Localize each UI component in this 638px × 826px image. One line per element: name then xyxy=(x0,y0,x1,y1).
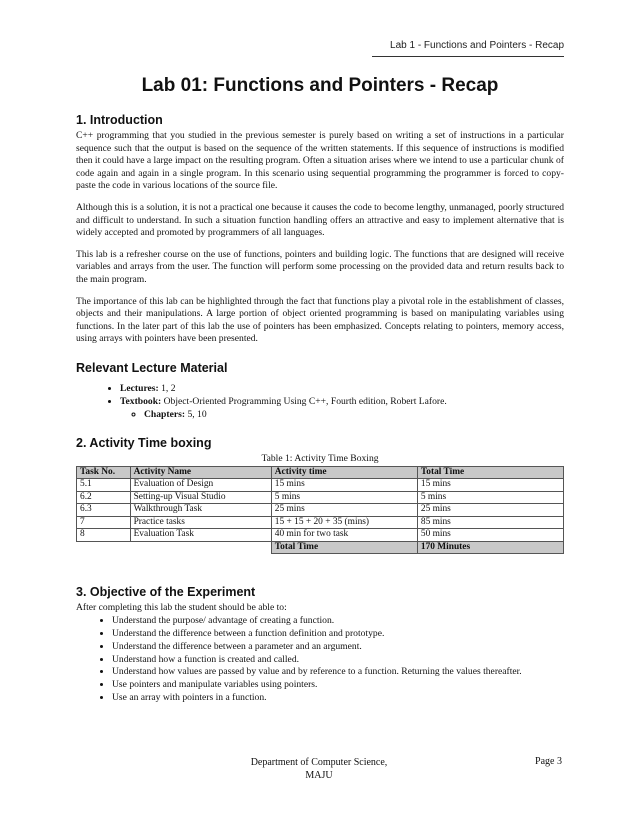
total-value-cell: 170 Minutes xyxy=(417,541,563,554)
table-cell: 5 mins xyxy=(417,491,563,504)
lectures-item xyxy=(120,382,564,395)
objective-list xyxy=(76,615,564,705)
table-row xyxy=(77,491,564,504)
objective-section xyxy=(76,584,564,704)
intro-paragraph-1: C++ programming that you studied in the previous semester is purely based on writing a set of instructions in a particular sequence such that the output is based on the sequence of the written statements. If this sequence of instructions is modified then it could have a large impact on the resulting program. Often a situation arises where we intend to use a particular chunk of code again and again in a single program. In this scenario using sequential programming the programmer is forced to copy-paste the code in various locations of the source file. xyxy=(76,130,564,192)
table-cell: 7 xyxy=(77,516,131,529)
list-item: • Use an array with pointers in a function. xyxy=(112,692,564,705)
column-header: Total Time xyxy=(417,466,563,479)
activity-heading: 2. Activity Time boxing xyxy=(76,435,212,450)
empty-cell xyxy=(77,541,131,554)
column-header: Activity time xyxy=(271,466,417,479)
activity-table xyxy=(76,466,564,555)
chapters-label: Chapters: xyxy=(144,408,186,420)
section-spacer xyxy=(76,554,564,584)
table-cell: 85 mins xyxy=(417,516,563,529)
table-row xyxy=(77,504,564,517)
textbook-value: Object-Oriented Programming Using C++, Fourth edition, Robert Lafore. xyxy=(161,395,447,407)
table-cell: 5.1 xyxy=(77,479,131,492)
table-caption: Table 1: Activity Time Boxing xyxy=(261,452,379,464)
list-item: • Understand the purpose/ advantage of creating a function. xyxy=(112,615,564,628)
table-cell: 40 min for two task xyxy=(271,529,417,542)
table-cell: 15 + 15 + 20 + 35 (mins) xyxy=(271,516,417,529)
table-cell: Setting-up Visual Studio xyxy=(130,491,271,504)
table-cell: 8 xyxy=(77,529,131,542)
list-item: • Understand how a function is created and called. xyxy=(112,654,564,667)
page-number: Page 3 xyxy=(535,756,562,767)
textbook-label: Textbook: xyxy=(120,395,162,407)
page-content xyxy=(76,66,564,705)
column-header: Task No. xyxy=(77,466,131,479)
table-cell: 25 mins xyxy=(417,504,563,517)
lectures-label: Lectures: xyxy=(120,382,159,394)
table-cell: 6.2 xyxy=(77,491,131,504)
list-item: • Understand the difference between a parameter and an argument. xyxy=(112,641,564,654)
footer-line-2: MAJU xyxy=(305,770,333,781)
textbook-item xyxy=(120,395,564,421)
list-item: • Use pointers and manipulate variables using pointers. xyxy=(112,679,564,692)
table-row xyxy=(77,516,564,529)
lecture-heading: Relevant Lecture Material xyxy=(76,360,228,375)
table-header-row xyxy=(77,466,564,479)
table-cell: 50 mins xyxy=(417,529,563,542)
table-cell: 25 mins xyxy=(271,504,417,517)
column-header: Activity Name xyxy=(130,466,271,479)
lecture-list xyxy=(76,382,564,421)
introduction-heading: 1. Introduction xyxy=(76,113,163,127)
chapters-list xyxy=(120,408,564,421)
table-cell: Evaluation Task xyxy=(130,529,271,542)
table-total-row xyxy=(77,541,564,554)
table-cell: Walkthrough Task xyxy=(130,504,271,517)
activity-section xyxy=(76,435,564,555)
footer-line-1: Department of Computer Science, xyxy=(250,757,388,768)
table-cell: Evaluation of Design xyxy=(130,479,271,492)
intro-paragraph-4: The importance of this lab can be highlighted through the fact that functions play a pivotal role in the establishment of classes, objects and their manipulations. A large portion of object oriented programming is based on manipulating variables using functions. In the later part of this lab the use of pointers has been emphasized. Concepts relating to pointers, memory access, using arrays with pointers have been presented. xyxy=(76,295,564,345)
list-item: • Understand the difference between a function definition and prototype. xyxy=(112,628,564,641)
table-cell: 6.3 xyxy=(77,504,131,517)
objective-intro: After completing this lab the student should be able to: xyxy=(76,602,287,614)
table-cell: Practice tasks xyxy=(130,516,271,529)
objective-heading: 3. Objective of the Experiment xyxy=(76,585,256,600)
table-row xyxy=(77,479,564,492)
lectures-value: 1, 2 xyxy=(158,382,176,394)
chapters-item xyxy=(144,408,564,421)
empty-cell xyxy=(130,541,271,554)
table-cell: 15 mins xyxy=(271,479,417,492)
table-cell: 5 mins xyxy=(271,491,417,504)
table-cell: 15 mins xyxy=(417,479,563,492)
intro-paragraph-2: Although this is a solution, it is not a practical one because it causes the code to become lengthy, unmanaged, poorly structured and difficult to understand. In such a situation function handling offers an attractive and easy to implement alternative that is widely accepted and promoted by programmers of all languages. xyxy=(76,201,564,239)
lecture-material-section xyxy=(76,360,564,421)
intro-paragraph-3: This lab is a refresher course on the use of functions, pointers and building logic. The functions that are designed will receive variables and arrays from the user. The function will perform some processing on the provided data and return results back to the main program. xyxy=(76,248,564,285)
list-item: • Understand how values are passed by value and by reference to a function. Returning the values thereafter. xyxy=(112,666,564,679)
running-header: Lab 1 - Functions and Pointers - Recap xyxy=(390,40,564,51)
introduction-section xyxy=(76,112,564,346)
chapters-value: 5, 10 xyxy=(185,408,207,420)
header-rule xyxy=(372,56,564,57)
table-row xyxy=(77,529,564,542)
page-title: Lab 01: Functions and Pointers - Recap xyxy=(141,75,499,96)
total-label-cell: Total Time xyxy=(271,541,417,554)
